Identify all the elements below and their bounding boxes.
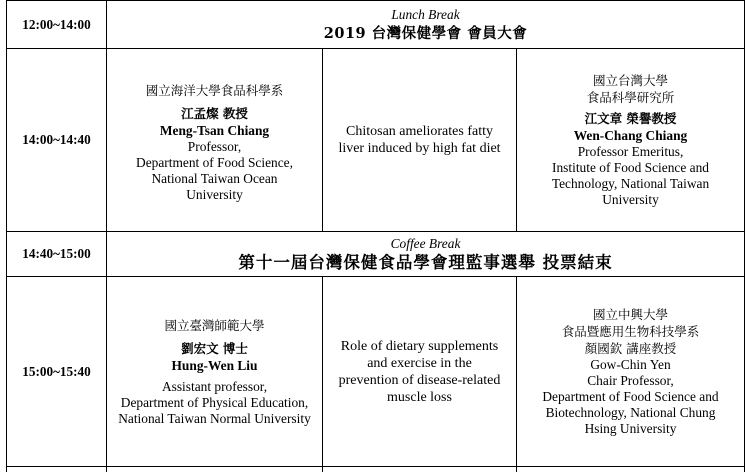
speaker-detail: University (602, 192, 659, 207)
speaker-detail: Professor, (187, 138, 242, 154)
break-label: Coffee Break (390, 235, 461, 251)
speaker-name-zh: 江文章 榮譽教授 (584, 111, 677, 126)
break-label: Lunch Break (391, 7, 460, 22)
speaker-detail: Biotechnology, National Chung (545, 405, 716, 420)
affiliation: 食品暨應用生物科技學系 (561, 324, 700, 339)
speaker-name-en: Meng-Tsan Chiang (159, 122, 270, 138)
time-label: 15:00~15:40 (22, 363, 91, 379)
moderator-cell (107, 277, 322, 466)
topic-cell (323, 49, 516, 231)
affiliation: 國立台灣大學 (592, 73, 668, 88)
speaker-name-en: Wen-Chang Chiang (573, 128, 688, 143)
time-label: 14:00~14:40 (22, 132, 91, 147)
time-cell (7, 277, 106, 466)
affiliation: 國立中興大學 (592, 307, 668, 322)
session-cell (107, 232, 744, 276)
speaker-detail: National Taiwan Normal University (118, 410, 311, 426)
speaker-cell (517, 277, 744, 466)
speaker-detail: Chair Professor, (587, 373, 674, 388)
speaker-detail: Institute of Food Science and (552, 160, 709, 175)
speaker-name-zh: 江孟燦 教授 (181, 105, 248, 121)
speaker-detail: Professor Emeritus, (577, 144, 684, 159)
speaker-detail: Department of Physical Education, (120, 394, 309, 410)
speaker-cell (517, 49, 744, 231)
speaker-name-en: Gow-Chin Yen (590, 357, 671, 372)
talk-topic: Role of dietary supplements and exercise in the prevention of disease-related muscle loss (338, 338, 501, 405)
time-label: 12:00~14:00 (22, 16, 91, 32)
speaker-detail: Assistant professor, (161, 378, 268, 394)
session-title: 2019 台灣保健學會 會員大會 (323, 25, 528, 42)
talk-topic: Chitosan ameliorates fatty liver induced by high fat diet (338, 124, 501, 156)
topic-cell (323, 277, 516, 466)
affiliation: 食品科學研究所 (586, 90, 675, 105)
speaker-name-zh: 劉宏文 博士 (181, 340, 248, 356)
speaker-detail: Department of Food Science, (136, 154, 293, 170)
time-cell (7, 1, 106, 48)
row-divider (6, 466, 745, 467)
speaker-detail: University (186, 186, 243, 202)
session-title: 第十一屆台灣保健食品學會理監事選舉 投票結束 (238, 252, 613, 272)
time-cell (7, 232, 106, 276)
speaker-detail: National Taiwan Ocean (151, 170, 278, 186)
speaker-name-en: Hung-Wen Liu (171, 357, 258, 373)
speaker-detail: Department of Food Science and (542, 389, 719, 404)
time-cell (7, 49, 106, 231)
speaker-detail: Technology, National Taiwan (551, 176, 710, 191)
affiliation: 國立臺灣師範大學 (164, 317, 265, 333)
speaker-name-zh: 顏國欽 講座教授 (584, 341, 677, 356)
session-cell (107, 1, 744, 48)
affiliation: 國立海洋大學食品科學系 (145, 82, 284, 98)
moderator-cell (107, 49, 322, 231)
speaker-detail: Hsing University (584, 421, 677, 436)
time-label: 14:40~15:00 (22, 246, 91, 261)
